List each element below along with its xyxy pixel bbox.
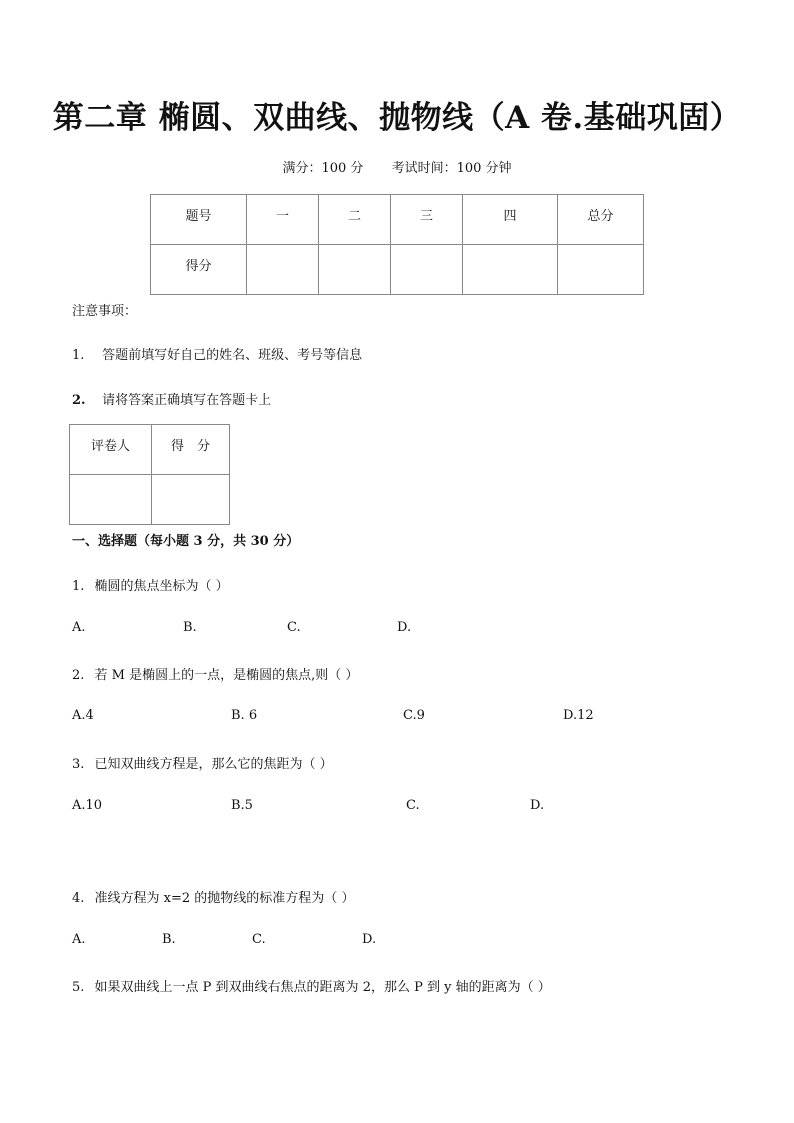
note-item — [72, 389, 271, 408]
page-title: 第二章 椭圆、双曲线、抛物线（A 卷.基础巩固） — [52, 100, 742, 136]
score-header-cell: 二 — [319, 195, 391, 245]
option-a: A. — [72, 932, 86, 947]
question-stem — [72, 753, 333, 772]
score-table-score-row — [151, 245, 644, 295]
option-c: C. — [287, 620, 301, 635]
score-row-label: 得分 — [151, 245, 247, 295]
grader-header-row — [70, 425, 230, 475]
question-number: 3. — [72, 757, 85, 772]
notes-heading: 注意事项： — [72, 304, 138, 319]
question-number: 4. — [72, 891, 85, 906]
option-d: D. — [362, 932, 377, 947]
score-table-header-row — [151, 195, 644, 245]
section-heading: 一、选择题（每小题 3 分，共 30 分） — [72, 534, 300, 549]
full-score-text: 满分：100 分 — [282, 161, 364, 176]
note-number: 2. — [72, 393, 86, 408]
option-b: B. — [162, 932, 176, 947]
question-text: 若 M 是椭圆上的一点，是椭圆的焦点,则（ ） — [94, 668, 359, 683]
grader-header-cell: 得 分 — [152, 425, 230, 475]
option-d: D.12 — [563, 708, 594, 723]
option-b: B. — [183, 620, 197, 635]
score-header-cell: 四 — [463, 195, 558, 245]
option-a: A.10 — [72, 798, 103, 813]
option-d: D. — [397, 620, 412, 635]
grader-blank-row — [70, 475, 230, 525]
option-a: A.4 — [72, 708, 94, 723]
exam-meta — [0, 157, 794, 176]
grader-table — [69, 424, 230, 525]
question-number: 2. — [72, 668, 85, 683]
option-c: C.9 — [403, 708, 425, 723]
score-header-cell: 题号 — [151, 195, 247, 245]
question-text: 准线方程为 x=2 的抛物线的标准方程为（ ） — [94, 891, 355, 906]
question-text: 已知双曲线方程是，那么它的焦距为（ ） — [94, 757, 333, 772]
question-stem — [72, 575, 229, 594]
note-text: 请将答案正确填写在答题卡上 — [102, 393, 272, 408]
question-stem — [72, 664, 358, 683]
grader-cell — [70, 475, 152, 525]
score-cell — [463, 245, 558, 295]
score-table — [150, 194, 644, 295]
note-number: 1. — [72, 348, 85, 363]
question-text: 椭圆的焦点坐标为（ ） — [94, 579, 229, 594]
grader-header-cell: 评卷人 — [70, 425, 152, 475]
option-b: B. 6 — [231, 708, 258, 723]
score-cell — [558, 245, 644, 295]
question-number: 5. — [72, 980, 85, 995]
option-c: C. — [406, 798, 420, 813]
score-cell — [391, 245, 463, 295]
score-header-cell: 三 — [391, 195, 463, 245]
score-cell — [247, 245, 319, 295]
grader-cell — [152, 475, 230, 525]
question-number: 1. — [72, 579, 85, 594]
score-header-cell: 一 — [247, 195, 319, 245]
question-text: 如果双曲线上一点 P 到双曲线右焦点的距离为 2，那么 P 到 y 轴的距离为（ ） — [94, 980, 551, 995]
note-text: 答题前填写好自己的姓名、班级、考号等信息 — [102, 348, 363, 363]
option-a: A. — [72, 620, 86, 635]
question-stem — [72, 976, 551, 995]
option-c: C. — [252, 932, 266, 947]
question-stem — [72, 887, 354, 906]
option-d: D. — [530, 798, 545, 813]
note-item — [72, 344, 362, 363]
option-b: B.5 — [231, 798, 253, 813]
exam-time-text: 考试时间：100 分钟 — [391, 161, 512, 176]
score-cell — [319, 245, 391, 295]
score-header-cell: 总分 — [558, 195, 644, 245]
